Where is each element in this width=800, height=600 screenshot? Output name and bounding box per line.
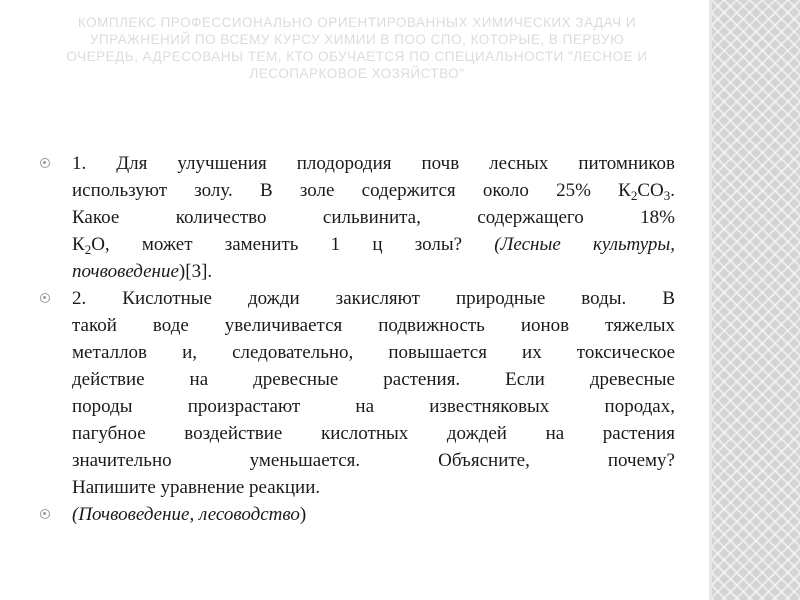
text-line — [72, 447, 675, 474]
bullet-icon — [40, 509, 50, 519]
text-line — [72, 177, 675, 204]
text-line — [72, 285, 675, 312]
text-line — [72, 420, 675, 447]
text-run: используют золу. В золе содержится около 25% К — [72, 180, 631, 201]
text-run: металлов и, следовательно, повышается их токсическое — [72, 342, 675, 363]
text-run: СО — [637, 180, 664, 201]
italic-text: почвоведение — [72, 261, 179, 282]
slide-content — [40, 150, 675, 528]
text-run: Какое количество сильвинита, содержащего 18% — [72, 207, 675, 228]
text-line — [72, 312, 675, 339]
subscript: 2 — [630, 188, 638, 203]
decor-hatched-stripe — [712, 0, 800, 600]
text-run: такой воде увеличивается подвижность ионов тяжелых — [72, 315, 675, 336]
text-run: 2. Кислотные дожди закисляют природные воды. В — [72, 288, 675, 309]
text-run: . — [670, 180, 675, 201]
text-line — [72, 258, 675, 285]
text-run: Напишите уравнение реакции. — [72, 477, 321, 498]
subscript: 3 — [663, 188, 671, 203]
text-run: породы произрастают на известняковых породах, — [72, 396, 675, 417]
text-line — [72, 474, 675, 501]
task-2-text — [72, 285, 675, 501]
slide-title: КОМПЛЕКС ПРОФЕССИОНАЛЬНО ОРИЕНТИРОВАННЫХ ХИМИЧЕСКИХ ЗАДАЧ И УПРАЖНЕНИЙ ПО ВСЕМУ КУРСУ ХИМИИ В ПОО СПО, КОТОРЫЕ, В ПЕРВУЮ ОЧЕРЕДЬ, АДРЕСОВАНЫ ТЕМ, КТО ОБУЧАЕТСЯ ПО СПЕЦИАЛЬНОСТИ "ЛЕСНОЕ И ЛЕСОПАРКОВОЕ ХОЗЯЙСТВО" — [66, 15, 648, 81]
list-item-2 — [40, 285, 675, 501]
text-run: О, может заменить 1 ц золы? — [91, 234, 495, 255]
bullet-icon — [40, 158, 50, 168]
text-line — [72, 150, 675, 177]
text-line — [72, 204, 675, 231]
task-1-text — [72, 150, 675, 285]
text-line — [72, 366, 675, 393]
text-line — [72, 393, 675, 420]
text-run: действие на древесные растения. Если древесные — [72, 369, 675, 390]
italic-text: (Почвоведение, лесоводство — [72, 504, 300, 525]
text-run: К — [72, 234, 85, 255]
list-item-3 — [40, 501, 675, 528]
text-run: 1. Для улучшения плодородия почв лесных питомников — [72, 153, 675, 174]
text-line — [72, 231, 675, 258]
subscript: 2 — [84, 242, 92, 257]
text-run: пагубное воздействие кислотных дождей на растения — [72, 423, 675, 444]
text-line — [72, 501, 675, 528]
bullet-icon — [40, 293, 50, 303]
text-run: значительно уменьшается. Объясните, почему? — [72, 450, 675, 471]
task-3-text — [72, 501, 675, 528]
italic-text: (Лесные культуры, — [494, 234, 675, 255]
text-run: ) — [299, 504, 307, 525]
text-line — [72, 339, 675, 366]
list-item-1 — [40, 150, 675, 285]
text-run: )[3]. — [178, 261, 213, 282]
